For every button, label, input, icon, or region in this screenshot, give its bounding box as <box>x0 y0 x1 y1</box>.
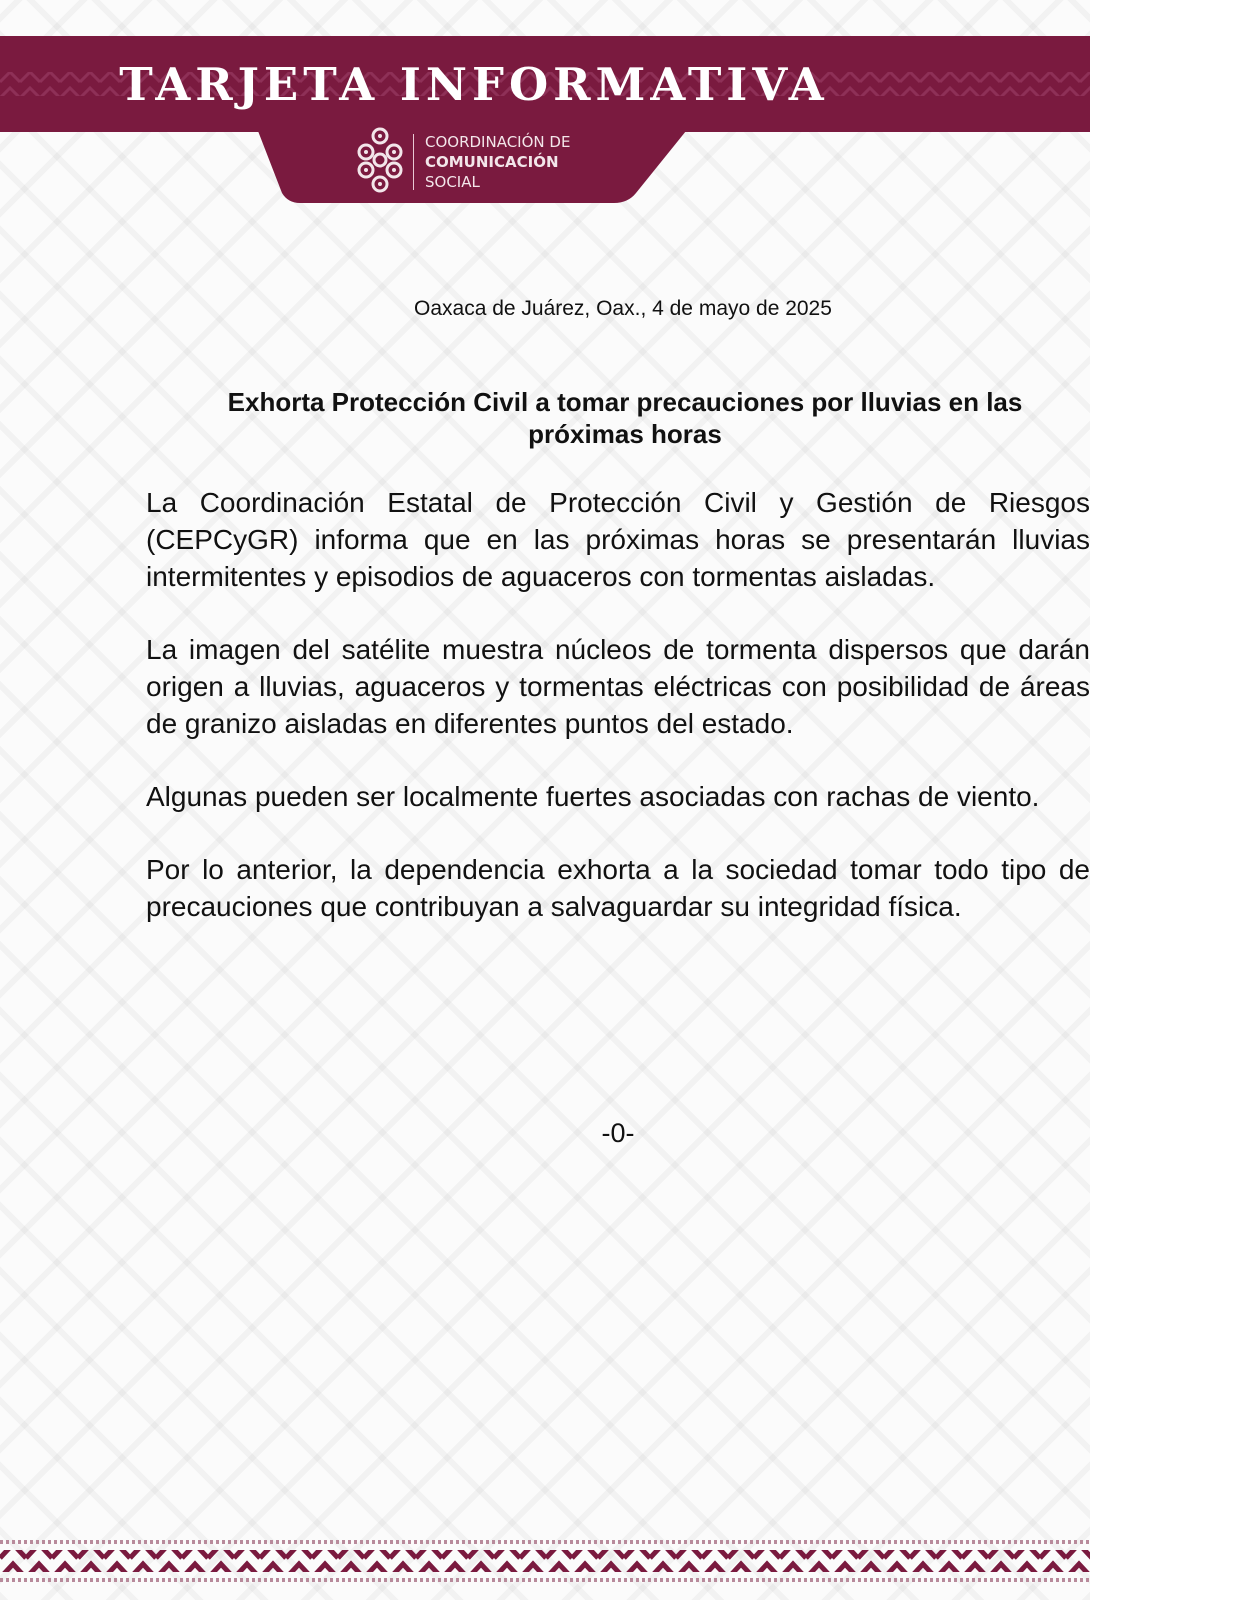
paragraph-1: La Coordinación Estatal de Protección Civil y Gestión de Riesgos (CEPCyGR) informa que en las próximas horas se presentarán lluvias intermitentes y episodios de aguaceros con tormentas aisladas. <box>146 487 1090 592</box>
logo-line-1: COORDINACIÓN DE <box>425 133 571 151</box>
date-line: Oaxaca de Juárez, Oax., 4 de mayo de 2025 <box>414 297 832 320</box>
page-title: TARJETA INFORMATIVA <box>119 58 829 111</box>
closing-mark: -0- <box>601 1118 635 1148</box>
footer-pattern <box>0 1540 1090 1584</box>
logo-divider <box>413 134 414 190</box>
paragraph-2: La imagen del satélite muestra núcleos de tormenta dispersos que darán origen a lluvias, aguaceros y tormentas eléctricas con posibilidad de áreas de granizo aisladas en diferentes puntos del estado. <box>146 634 1090 739</box>
paragraph-4: Por lo anterior, la dependencia exhorta a la sociedad tomar todo tipo de precauciones que contribuyan a salvaguardar su integridad física. <box>146 854 1090 922</box>
headline: Exhorta Protección Civil a tomar precauciones por lluvias en las próximas horas <box>227 387 1023 449</box>
logo-line-3: SOCIAL <box>425 173 480 191</box>
coordinacion-comunicacion-social-logo-icon <box>354 126 406 194</box>
logo-line-2: COMUNICACIÓN <box>425 153 559 171</box>
paragraph-3: Algunas pueden ser localmente fuertes asociadas con rachas de viento. <box>146 781 1040 812</box>
body-text <box>146 484 1090 961</box>
right-margin <box>1090 0 1236 1600</box>
logo-text <box>425 132 570 192</box>
